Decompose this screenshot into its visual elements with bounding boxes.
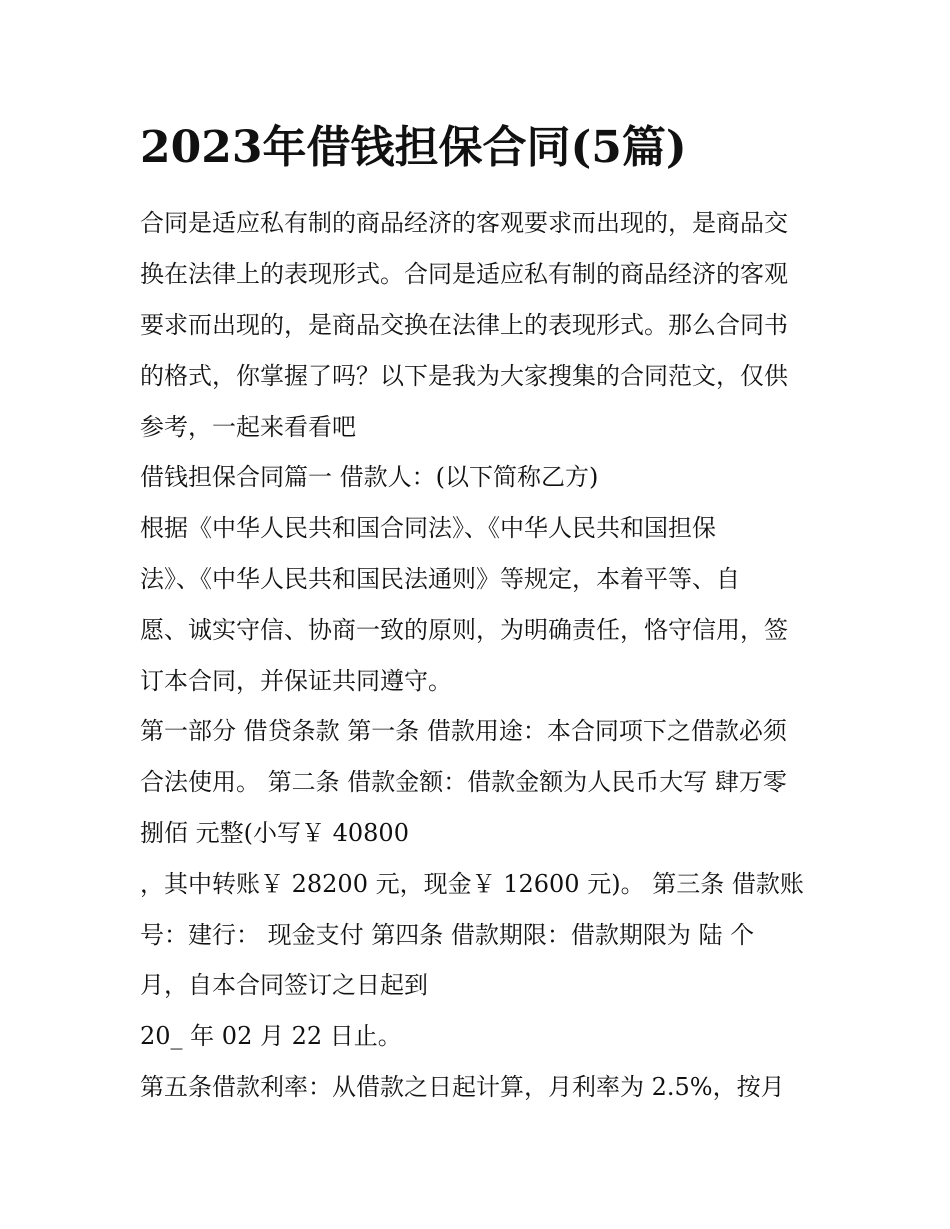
paragraph-line: 愿、诚实守信、协商一致的原则，为明确责任，恪守信用，签 bbox=[140, 616, 788, 644]
paragraph-line: 的格式，你掌握了吗？以下是我为大家搜集的合同范文，仅供 bbox=[140, 362, 788, 390]
paragraph-line: ，其中转账￥ 28200 元，现金￥ 12600 元)。 第三条 借款账 bbox=[140, 870, 804, 898]
paragraph-line: 第五条借款利率：从借款之日起计算，月利率为 2.5%，按月 bbox=[140, 1073, 785, 1101]
paragraph-line: 合法使用。 第二条 借款金额：借款金额为人民币大写 肆万零 bbox=[140, 768, 787, 796]
paragraph-line: 20_ 年 02 月 22 日止。 bbox=[140, 1022, 402, 1050]
paragraph-line: 借钱担保合同篇一 借款人：(以下简称乙方) bbox=[140, 463, 599, 491]
document-title: 2023年借钱担保合同(5篇) bbox=[140, 122, 687, 173]
paragraph-line: 要求而出现的，是商品交换在法律上的表现形式。那么合同书 bbox=[140, 311, 788, 339]
paragraph-line: 号：建行： 现金支付 第四条 借款期限：借款期限为 陆 个 bbox=[140, 921, 755, 949]
paragraph-line: 捌佰 元整(小写￥ 40800 bbox=[140, 819, 409, 847]
paragraph-line: 订本合同，并保证共同遵守。 bbox=[140, 667, 452, 695]
paragraph-line: 第一部分 借贷条款 第一条 借款用途：本合同项下之借款必须 bbox=[140, 717, 787, 745]
paragraph-line: 合同是适应私有制的商品经济的客观要求而出现的，是商品交 bbox=[140, 209, 788, 237]
paragraph-line: 根据《中华人民共和国合同法》、《中华人民共和国担保 bbox=[140, 514, 716, 542]
paragraph-line: 月，自本合同签订之日起到 bbox=[140, 971, 428, 999]
paragraph-line: 换在法律上的表现形式。合同是适应私有制的商品经济的客观 bbox=[140, 260, 788, 288]
paragraph-line: 参考，一起来看看吧 bbox=[140, 413, 356, 441]
paragraph-line: 法》、《中华人民共和国民法通则》等规定，本着平等、自 bbox=[140, 565, 740, 593]
